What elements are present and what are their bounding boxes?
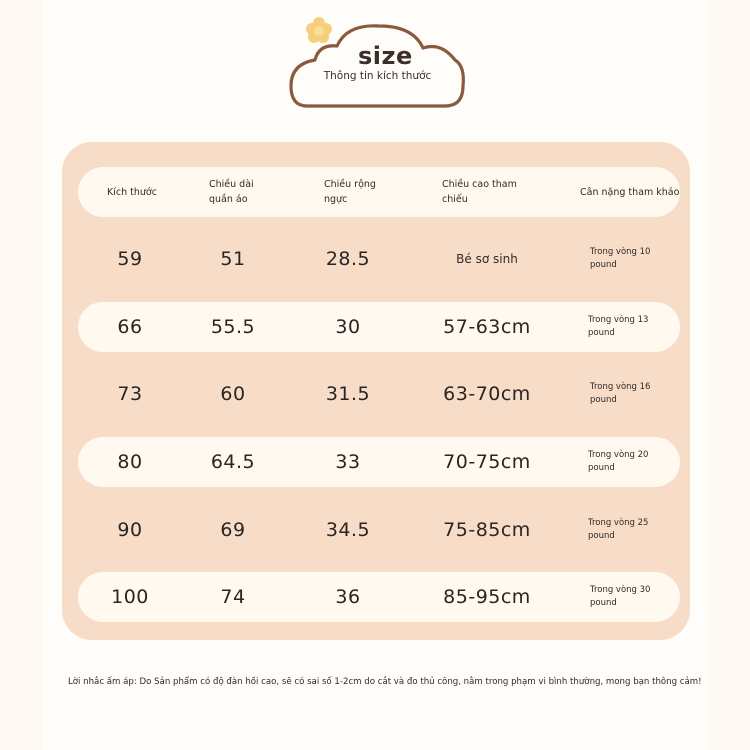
size-header xyxy=(285,14,470,114)
table-row xyxy=(78,572,680,622)
cell-height: 70-75cm xyxy=(443,451,531,473)
cell-weight: Trong vòng 30 pound xyxy=(590,585,651,608)
cell-weight: Trong vòng 25 pound xyxy=(588,518,649,541)
cell-chest: 31.5 xyxy=(325,383,371,405)
cell-size: 66 xyxy=(117,316,143,338)
cell-weight: Trong vòng 20 pound xyxy=(588,450,649,473)
cell-size: 73 xyxy=(117,383,143,405)
table-row xyxy=(78,437,680,487)
cell-chest: 30 xyxy=(335,316,361,338)
cell-height: 75-85cm xyxy=(443,519,531,541)
cell-chest: 36 xyxy=(335,586,361,608)
cell-size: 90 xyxy=(117,519,143,541)
cell-height: 63-70cm xyxy=(443,383,531,405)
cell-weight: Trong vòng 13 pound xyxy=(588,315,649,338)
size-subtitle: Thông tin kích thước xyxy=(323,70,432,82)
table-header-row xyxy=(78,167,680,217)
size-table xyxy=(62,142,690,640)
care-note: Lời nhắc ấm áp: Do Sản phẩm có độ đàn hồi cao, sẽ có sai số 1-2cm do cắt và đo thủ công, nằm trong phạm vi bình thường, mong bạn thông cảm! xyxy=(68,677,702,687)
flower-icon xyxy=(306,17,332,43)
table-row xyxy=(78,234,680,284)
size-title: size xyxy=(358,42,413,70)
cell-weight: Trong vòng 16 pound xyxy=(590,382,651,405)
table-row xyxy=(78,369,680,419)
column-header-length: Chiều dài quần áo xyxy=(209,179,254,205)
cell-height: Bé sơ sinh xyxy=(456,252,518,266)
cell-length: 69 xyxy=(220,519,246,541)
cell-weight: Trong vòng 10 pound xyxy=(590,247,651,270)
cell-length: 74 xyxy=(220,586,246,608)
cell-height: 85-95cm xyxy=(443,586,531,608)
cell-size: 80 xyxy=(117,451,143,473)
column-header-height: Chiều cao tham chiếu xyxy=(442,179,517,205)
cell-length: 55.5 xyxy=(210,316,256,338)
cell-length: 51 xyxy=(220,248,246,270)
cell-length: 60 xyxy=(220,383,246,405)
cell-size: 59 xyxy=(117,248,143,270)
cell-height: 57-63cm xyxy=(443,316,531,338)
table-row xyxy=(78,302,680,352)
table-row xyxy=(78,505,680,555)
column-header-chest: Chiều rộng ngực xyxy=(324,179,376,205)
column-header-weight: Cân nặng tham khảo xyxy=(580,186,680,198)
column-header-size: Kích thước xyxy=(107,186,157,198)
cell-chest: 33 xyxy=(335,451,361,473)
cell-length: 64.5 xyxy=(210,451,256,473)
cell-size: 100 xyxy=(111,586,149,608)
cell-chest: 34.5 xyxy=(325,519,371,541)
cell-chest: 28.5 xyxy=(325,248,371,270)
